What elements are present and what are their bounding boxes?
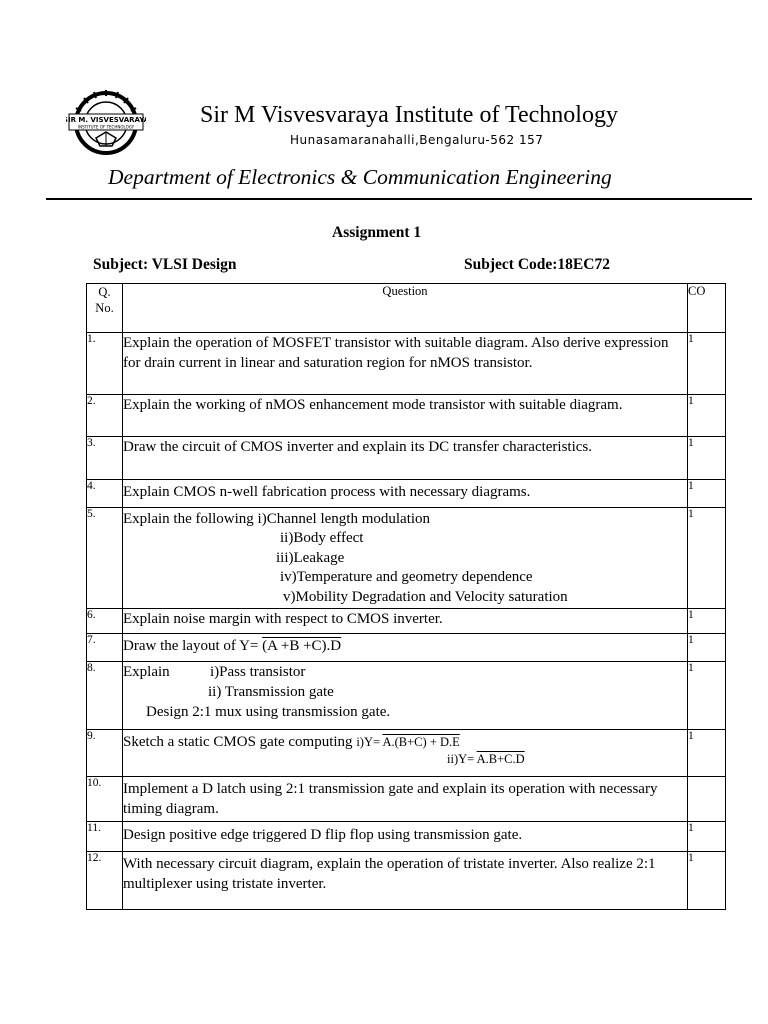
expr-label: i)Y= <box>356 735 383 749</box>
table-row <box>87 609 726 634</box>
table-row <box>87 730 726 777</box>
table-row <box>87 395 726 437</box>
svg-text:INSTITUTE OF TECHNOLOGY: INSTITUTE OF TECHNOLOGY <box>77 124 135 130</box>
co-value: 1 <box>688 480 726 508</box>
subject-label: Subject: VLSI Design <box>93 256 237 273</box>
header-rule <box>46 198 752 200</box>
sub-item: v)Mobility Degradation and Velocity saturation <box>283 588 568 605</box>
table-row <box>87 333 726 395</box>
question-number: 9. <box>87 730 123 777</box>
question-text: Explain the working of nMOS enhancement mode transistor with suitable diagram. <box>123 395 688 437</box>
co-value: 1 <box>688 437 726 480</box>
question-number: 8. <box>87 662 123 730</box>
co-value <box>688 777 726 822</box>
sub-item: iii)Leakage <box>276 549 345 566</box>
question-text: Design positive edge triggered D flip flop using transmission gate. <box>123 822 688 852</box>
institute-name: Sir M Visvesvaraya Institute of Technology <box>200 102 618 128</box>
question-text: Implement a D latch using 2:1 transmission gate and explain its operation with necessary timing diagram. <box>123 777 688 822</box>
department-name: Department of Electronics & Communication Engineering <box>108 165 612 189</box>
question-number: 3. <box>87 437 123 480</box>
co-value: 1 <box>688 662 726 730</box>
co-value: 1 <box>688 333 726 395</box>
question-lead: Sketch a static CMOS gate computing <box>123 734 353 750</box>
table-row <box>87 662 726 730</box>
co-value: 1 <box>688 730 726 777</box>
co-value: 1 <box>688 634 726 662</box>
sub-item: ii)Body effect <box>280 530 364 546</box>
question-text <box>123 508 688 609</box>
table-row <box>87 777 726 822</box>
assignment-title: Assignment 1 <box>332 224 422 241</box>
question-number: 5. <box>87 508 123 609</box>
table-row <box>87 822 726 852</box>
question-number: 4. <box>87 480 123 508</box>
question-text <box>123 730 688 777</box>
header-co: CO <box>688 284 726 333</box>
question-number: 6. <box>87 609 123 634</box>
question-text: With necessary circuit diagram, explain the operation of tristate inverter. Also realize 2:1 multiplexer using tristate inverter. <box>123 852 688 910</box>
institute-address: Hunasamaranahalli,Bengaluru-562 157 <box>290 133 544 147</box>
boolean-expression: (A +B +C).D <box>262 638 342 654</box>
question-lead: Explain <box>123 664 170 680</box>
question-text: Explain CMOS n-well fabrication process with necessary diagrams. <box>123 480 688 508</box>
question-lead: Explain the following i)Channel length modulation <box>123 511 431 527</box>
sub-item: i)Pass transistor <box>210 664 306 680</box>
co-value: 1 <box>688 852 726 910</box>
subject-code-label: Subject Code:18EC72 <box>464 256 610 273</box>
table-row <box>87 480 726 508</box>
table-header-row <box>87 284 726 333</box>
co-value: 1 <box>688 609 726 634</box>
header-qno: Q. No. <box>87 284 123 333</box>
co-value: 1 <box>688 508 726 609</box>
question-number: 11. <box>87 822 123 852</box>
table-row <box>87 437 726 480</box>
question-number: 10. <box>87 777 123 822</box>
sub-item: ii) Transmission gate <box>208 684 334 700</box>
svg-text:SIR M. VISVESVARAYA: SIR M. VISVESVARAYA <box>66 116 146 124</box>
co-value: 1 <box>688 395 726 437</box>
table-row <box>87 508 726 609</box>
sub-item: Design 2:1 mux using transmission gate. <box>146 704 391 720</box>
sub-item: iv)Temperature and geometry dependence <box>280 569 533 585</box>
boolean-expression: A.(B+C) + D.E <box>382 735 460 749</box>
question-table <box>86 283 726 910</box>
question-text: Explain noise margin with respect to CMOS inverter. <box>123 609 688 634</box>
expr-label: ii)Y= <box>447 752 477 766</box>
question-lead: Draw the layout of Y= <box>123 638 263 654</box>
question-number: 2. <box>87 395 123 437</box>
boolean-expression: A.B+C.D <box>476 752 525 766</box>
question-number: 12. <box>87 852 123 910</box>
co-value: 1 <box>688 822 726 852</box>
question-text <box>123 634 688 662</box>
question-text <box>123 662 688 730</box>
header-question: Question <box>123 284 688 333</box>
table-row <box>87 852 726 910</box>
question-text: Explain the operation of MOSFET transistor with suitable diagram. Also derive expression for drain current in linear and saturation region for nMOS transistor. <box>123 333 688 395</box>
table-row <box>87 634 726 662</box>
question-number: 1. <box>87 333 123 395</box>
question-number: 7. <box>87 634 123 662</box>
question-text: Draw the circuit of CMOS inverter and explain its DC transfer characteristics. <box>123 437 688 480</box>
